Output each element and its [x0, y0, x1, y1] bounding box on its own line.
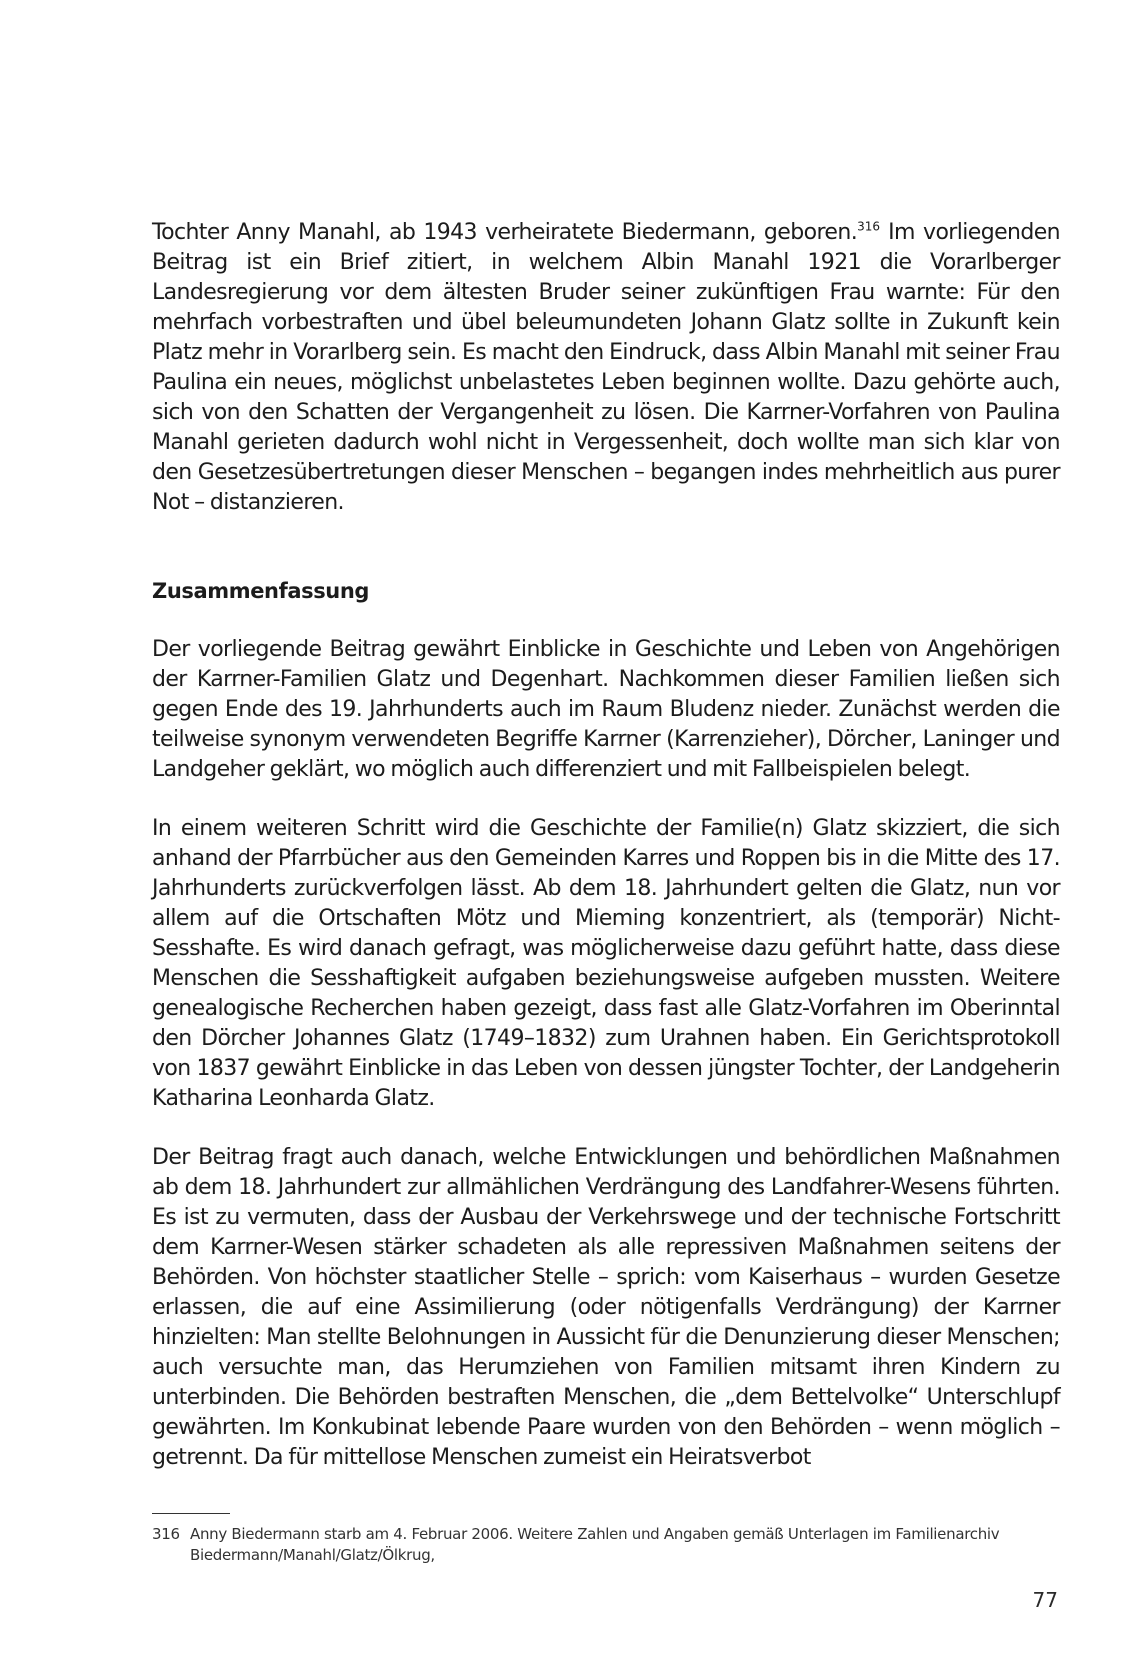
- page-number: 77: [1032, 1588, 1058, 1612]
- page-body: [152, 218, 1060, 1473]
- section-heading: Zusammenfassung: [152, 579, 370, 603]
- paragraph-1: [152, 218, 1060, 518]
- paragraph-1-text-end: Im vorliegenden Beitrag ist ein Brief zitiert, in welchem Albin Manahl 1921 die Vorarlberger Landesregierung vor dem ältesten Bruder seiner zukünftigen Frau warnte: Für den mehrfach vorbestraften und übel beleumundeten Johann Glatz sollte in Zukunft kein Platz mehr in Vorarlberg sein. Es macht den Eindruck, dass Albin Manahl mit seiner Frau Paulina ein neues, möglichst unbelastetes Leben beginnen wollte. Dazu gehörte auch, sich von den Schatten der Vergangenheit zu lösen. Die Karrner-Vorfahren von Paulina Manahl gerieten dadurch wohl nicht in Vergessenheit, doch wollte man sich klar von den Gesetzesübertretungen dieser Menschen – begangen indes mehrheitlich aus purer Not – distanzieren.: [152, 220, 1060, 515]
- paragraph-1-text-start: Tochter Anny Manahl, ab 1943 verheiratete Biedermann, geboren.: [152, 220, 858, 245]
- paragraph-4: Der Beitrag fragt auch danach, welche Entwicklungen und behördlichen Maßnahmen ab dem 18. Jahrhundert zur allmählichen Verdrängung des Landfahrer-Wesens führten. Es ist zu vermuten, dass der Ausbau der Verkehrswege und der technische Fortschritt dem Karrner-Wesen stärker schadeten als alle repressiven Maßnahmen seitens der Behörden. Von höchster staatlicher Stelle – sprich: vom Kaiserhaus – wurden Gesetze erlassen, die auf eine Assimilierung (oder nötigenfalls Verdrängung) der Karrner hinzielten: Man stellte Belohnungen in Aussicht für die Denunzierung dieser Menschen; auch versuchte man, das Herumziehen von Familien mitsamt ihren Kindern zu unterbinden. Die Behörden bestraften Menschen, die „dem Bettelvolke“ Unterschlupf gewährten. Im Konkubinat lebende Paare wurden von den Behörden – wenn möglich – getrennt. Da für mittellose Menschen zumeist ein Heiratsverbot: [152, 1145, 1060, 1470]
- footnote-text: Anny Biedermann starb am 4. Februar 2006. Weitere Zahlen und Angaben gemäß Unterlagen im Familienarchiv Biedermann/Manahl/Glatz/Ölkrug,: [190, 1525, 1000, 1564]
- footnote-reference[interactable]: 316: [857, 219, 880, 234]
- paragraph-3: In einem weiteren Schritt wird die Geschichte der Familie(n) Glatz skizziert, die sich anhand der Pfarrbücher aus den Gemeinden Karres und Roppen bis in die Mitte des 17. Jahrhunderts zurückverfolgen lässt. Ab dem 18. Jahrhundert gelten die Glatz, nun vor allem auf die Ortschaften Mötz und Mieming konzentriert, als (temporär) Nicht-Sesshafte. Es wird danach gefragt, was möglicherweise dazu geführt hatte, dass diese Menschen die Sesshaftigkeit aufgaben beziehungsweise aufgeben mussten. Weitere genealogische Recherchen haben gezeigt, dass fast alle Glatz-Vorfahren im Oberinntal den Dörcher Johannes Glatz (1749–1832) zum Urahnen haben. Ein Gerichtsprotokoll von 1837 gewährt Einblicke in das Leben von dessen jüngster Tochter, der Landgeherin Katharina Leonharda Glatz.: [152, 816, 1060, 1111]
- paragraph-2: Der vorliegende Beitrag gewährt Einblicke in Geschichte und Leben von Angehörigen der Karrner-Familien Glatz und Degenhart. Nachkommen dieser Familien ließen sich gegen Ende des 19. Jahrhunderts auch im Raum Bludenz nieder. Zunächst werden die teilweise synonym verwendeten Begriffe Karrner (Karrenzieher), Dörcher, Laninger und Landgeher geklärt, wo möglich auch differenziert und mit Fallbeispielen belegt.: [152, 637, 1060, 782]
- footnote-number: 316: [152, 1525, 180, 1543]
- footnote: [152, 1524, 1060, 1566]
- footnote-separator: [152, 1513, 230, 1514]
